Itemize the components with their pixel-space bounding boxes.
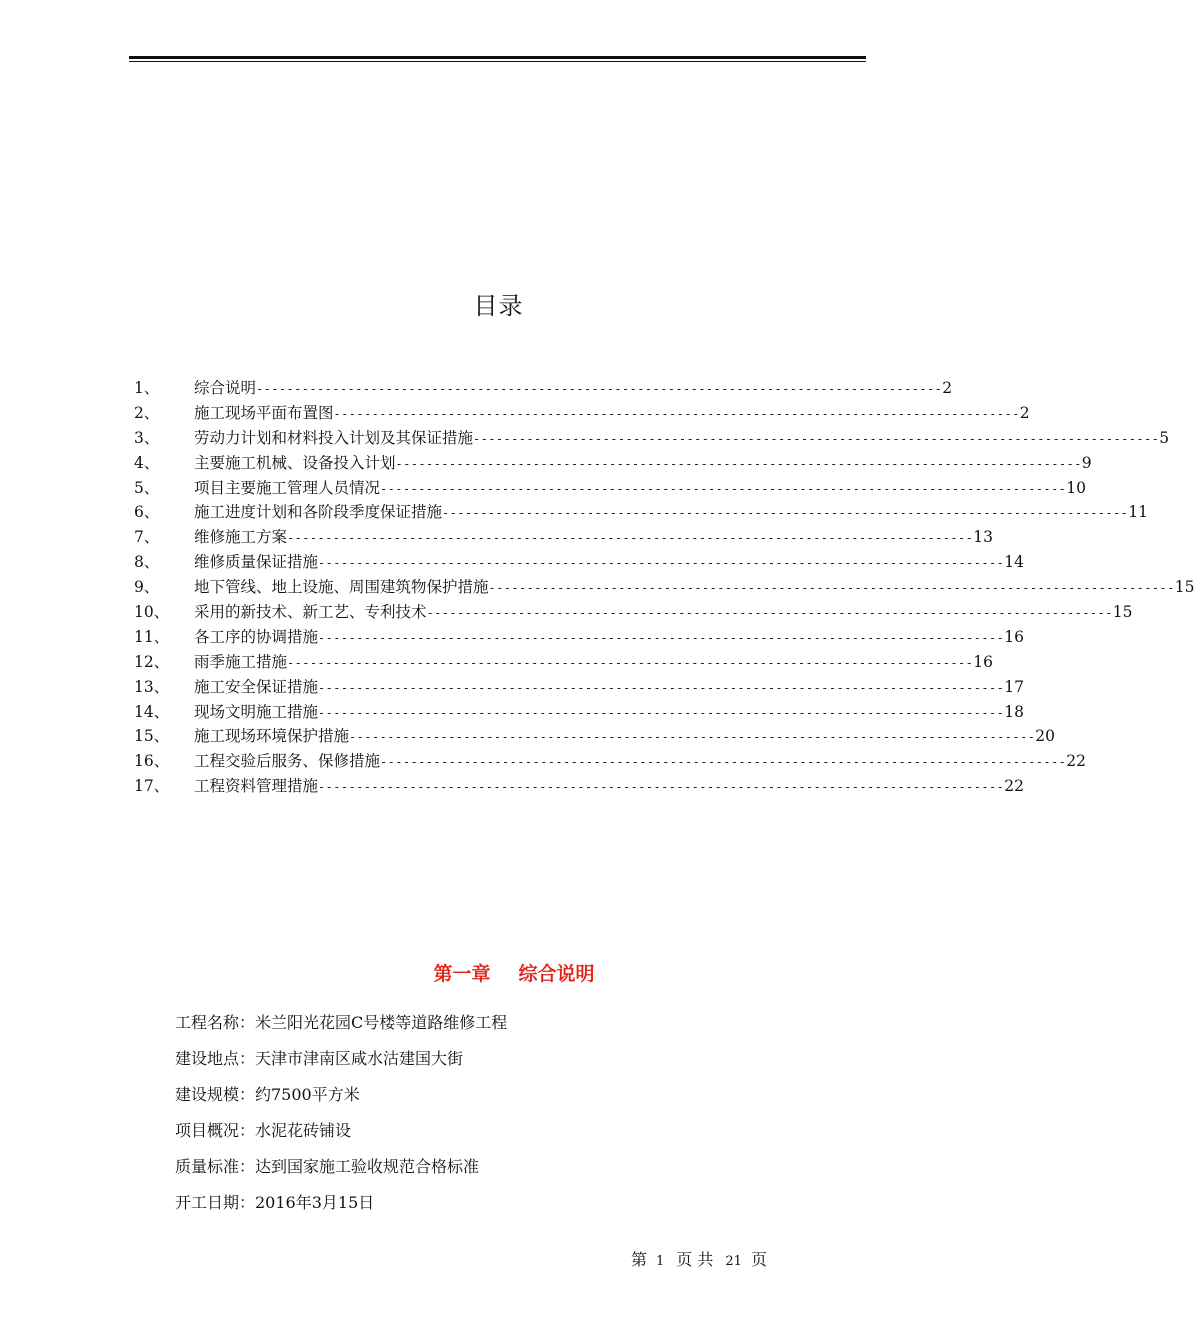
toc-item-title: 工程交验后服务、保修措施	[194, 752, 381, 771]
footer-middle: 页 共	[676, 1250, 714, 1269]
toc-leader: ------------------------------------------------------------------------------------------	[395, 456, 1082, 471]
toc-item-title: 采用的新技术、新工艺、专利技术	[194, 603, 427, 622]
toc-item-number: 2、	[134, 403, 160, 422]
toc-item[interactable]	[134, 774, 1024, 799]
toc-item-title: 劳动力计划和材料投入计划及其保证措施	[194, 428, 474, 447]
toc-leader: ------------------------------------------------------------------------------------------	[287, 655, 974, 670]
current-page-number: 1	[656, 1254, 665, 1269]
toc-item-title: 综合说明	[194, 379, 257, 397]
toc-item-page: 2	[1019, 403, 1030, 422]
toc-item-title: 地下管线、地上设施、周围建筑物保护措施	[194, 578, 489, 597]
toc-item[interactable]	[134, 575, 1195, 600]
footer-suffix: 页	[750, 1250, 767, 1269]
toc-item-page: 10	[1066, 478, 1086, 497]
page-footer	[631, 1247, 767, 1270]
toc-item-page: 15	[1112, 603, 1133, 622]
toc-leader: ------------------------------------------------------------------------------------------	[473, 431, 1160, 446]
toc-item-number: 3、	[134, 428, 160, 447]
start-date: 开工日期：2016年3月15日	[175, 1193, 375, 1212]
quality-standard: 质量标准：达到国家施工验收规范合格标准	[175, 1157, 480, 1176]
toc-item-page: 13	[973, 528, 993, 547]
toc-item-page: 2	[942, 379, 953, 397]
toc-item-title: 施工现场环境保护措施	[194, 727, 350, 746]
project-overview: 项目概况：水泥花砖铺设	[175, 1121, 352, 1140]
toc-item-page: 22	[1066, 752, 1086, 771]
toc-item-number: 10、	[134, 603, 170, 622]
toc-item[interactable]	[134, 401, 1030, 426]
toc-item-title: 工程资料管理措施	[194, 777, 319, 796]
toc-leader: ------------------------------------------------------------------------------------------	[318, 705, 1005, 720]
chapter-title: 综合说明	[518, 963, 595, 985]
chapter-heading	[0, 959, 1028, 986]
project-name: 工程名称：米兰阳光花园C号楼等道路维修工程	[175, 1013, 508, 1032]
total-pages: 21	[725, 1254, 742, 1269]
toc-leader: ------------------------------------------------------------------------------------------	[380, 481, 1067, 496]
toc-leader: ------------------------------------------------------------------------------------------	[380, 755, 1067, 770]
toc-leader: ------------------------------------------------------------------------------------------	[318, 556, 1005, 571]
toc-item[interactable]	[134, 376, 953, 401]
toc-item-page: 17	[1004, 677, 1024, 696]
toc-item-title: 雨季施工措施	[194, 652, 288, 671]
toc-item-title: 维修施工方案	[194, 528, 288, 547]
toc-leader: ------------------------------------------------------------------------------------------	[318, 680, 1005, 695]
toc-item-title: 施工现场平面布置图	[194, 403, 334, 422]
toc-item-number: 11、	[134, 627, 170, 646]
toc-item-page: 20	[1035, 727, 1055, 746]
toc-item-number: 15、	[134, 727, 170, 746]
toc-item-page: 11	[1128, 503, 1148, 522]
toc-item-number: 5、	[134, 478, 160, 497]
toc-item[interactable]	[134, 525, 993, 550]
table-of-contents	[134, 376, 1195, 799]
toc-item-page: 14	[1004, 553, 1024, 572]
header-rule-thick	[129, 56, 866, 59]
toc-leader: ------------------------------------------------------------------------------------------	[318, 780, 1005, 795]
toc-item[interactable]	[134, 600, 1133, 625]
toc-item-title: 现场文明施工措施	[194, 702, 319, 721]
toc-item-title: 各工序的协调措施	[194, 627, 319, 646]
toc-item-number: 14、	[134, 702, 170, 721]
toc-item-title: 施工进度计划和各阶段季度保证措施	[194, 503, 443, 522]
toc-item[interactable]	[134, 724, 1055, 749]
toc-item-number: 16、	[134, 752, 170, 771]
toc-leader: ------------------------------------------------------------------------------------------	[442, 506, 1129, 521]
toc-item-number: 12、	[134, 652, 170, 671]
toc-leader: ------------------------------------------------------------------------------------------	[488, 581, 1175, 596]
toc-item-number: 4、	[134, 453, 160, 472]
toc-item-page: 9	[1081, 453, 1092, 472]
toc-leader: ------------------------------------------------------------------------------------------	[256, 382, 943, 396]
toc-item-number: 1、	[134, 379, 160, 397]
toc-item-number: 17、	[134, 777, 170, 796]
toc-item-page: 16	[1004, 627, 1024, 646]
toc-item[interactable]	[134, 476, 1086, 501]
toc-item[interactable]	[134, 451, 1092, 476]
toc-title: 目录	[473, 292, 524, 320]
toc-item[interactable]	[134, 625, 1024, 650]
toc-item[interactable]	[134, 700, 1024, 725]
toc-item[interactable]	[134, 650, 993, 675]
toc-item[interactable]	[134, 500, 1148, 525]
toc-item-title: 项目主要施工管理人员情况	[194, 478, 381, 497]
header-rule-thin	[129, 61, 866, 62]
footer-prefix: 第	[631, 1250, 648, 1269]
toc-item-page: 5	[1159, 428, 1170, 447]
project-scale: 建设规模：约7500平方米	[175, 1085, 360, 1104]
toc-leader: ------------------------------------------------------------------------------------------	[318, 630, 1005, 645]
toc-item-number: 8、	[134, 553, 160, 572]
chapter-number: 第一章	[433, 963, 491, 985]
toc-item-number: 13、	[134, 677, 170, 696]
toc-item-number: 9、	[134, 578, 160, 597]
toc-item-number: 6、	[134, 503, 160, 522]
toc-item-page: 22	[1004, 777, 1024, 796]
toc-item-title: 主要施工机械、设备投入计划	[194, 453, 396, 472]
toc-leader: ------------------------------------------------------------------------------------------	[426, 606, 1113, 621]
toc-leader: ------------------------------------------------------------------------------------------	[287, 531, 974, 546]
toc-item[interactable]	[134, 550, 1024, 575]
toc-item-title: 施工安全保证措施	[194, 677, 319, 696]
toc-leader: ------------------------------------------------------------------------------------------	[333, 406, 1020, 421]
toc-item[interactable]	[134, 675, 1024, 700]
toc-item-title: 维修质量保证措施	[194, 553, 319, 572]
toc-item-number: 7、	[134, 528, 160, 547]
toc-item[interactable]	[134, 426, 1170, 451]
toc-leader: ------------------------------------------------------------------------------------------	[349, 730, 1036, 745]
toc-item-page: 16	[973, 652, 993, 671]
toc-item[interactable]	[134, 749, 1086, 774]
project-info	[175, 1008, 507, 1224]
toc-item-page: 15	[1174, 578, 1195, 597]
toc-item-page: 18	[1004, 702, 1024, 721]
project-location: 建设地点：天津市津南区咸水沽建国大街	[175, 1049, 464, 1068]
